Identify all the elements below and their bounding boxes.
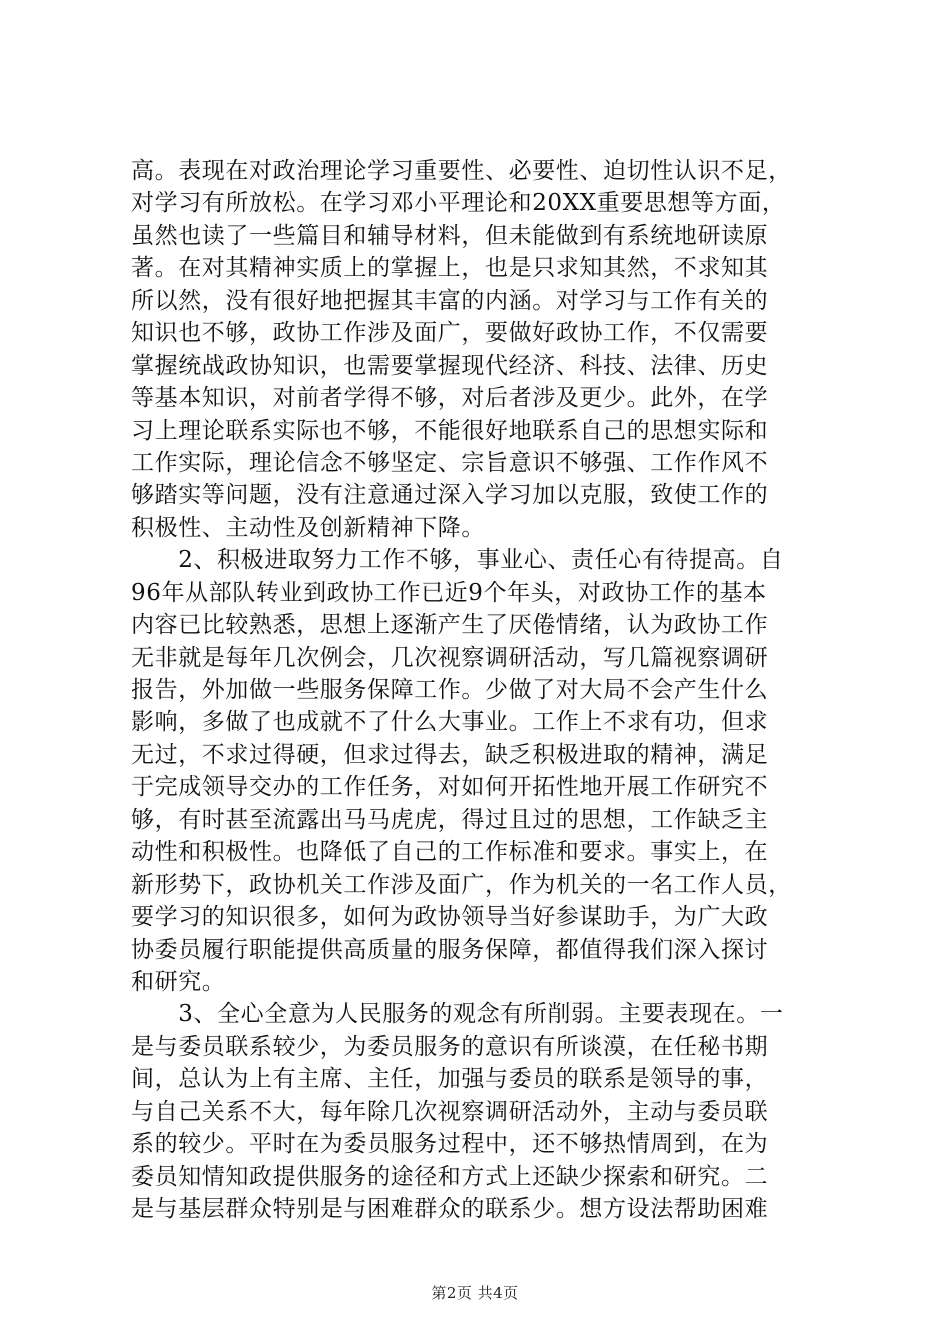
text-line: 高。表现在对政治理论学习重要性、必要性、迫切性认识不足，: [131, 158, 792, 184]
text-line: 报告，外加做一些服务保障工作。少做了对大局不会产生什么: [131, 677, 769, 703]
text-line: 间，总认为上有主席、主任，加强与委员的联系是领导的事，: [131, 1066, 769, 1093]
text-line: 要学习的知识很多，如何为政协领导当好参谋助手，为广大政: [131, 904, 769, 931]
text-line: 内容已比较熟悉，思想上逐渐产生了厌倦情绪，认为政协工作: [131, 612, 769, 639]
text-line: 习上理论联系实际也不够，不能很好地联系自己的思想实际和: [131, 417, 769, 444]
text-line: 协委员履行职能提供高质量的服务保障，都值得我们深入探讨: [131, 936, 769, 963]
text-line: 无过，不求过得硬，但求过得去，缺乏积极进取的精神，满足: [131, 741, 769, 768]
page-footer: [0, 1283, 950, 1303]
text-line: 够，有时甚至流露出马马虎虎，得过且过的思想，工作缺乏主: [131, 806, 769, 833]
text-line: 是与基层群众特别是与困难群众的联系少。想方设法帮助困难: [131, 1196, 769, 1222]
text-line: 无非就是每年几次例会，几次视察调研活动，写几篇视察调研: [131, 644, 769, 671]
text-line: 动性和积极性。也降低了自己的工作标准和要求。事实上，在: [131, 839, 769, 866]
text-line: 著。在对其精神实质上的掌握上，也是只求知其然，不求知其: [131, 255, 769, 282]
body-text: [131, 155, 831, 1225]
text-line: 掌握统战政协知识，也需要掌握现代经济、科技、法律、历史: [131, 352, 769, 379]
text-line: 和研究。: [131, 968, 226, 995]
text-line: 等基本知识，对前者学得不够，对后者涉及更少。此外，在学: [131, 385, 769, 412]
text-line: 知识也不够，政协工作涉及面广，要做好政协工作，不仅需要: [131, 320, 769, 347]
text-line: 是与委员联系较少，为委员服务的意识有所谈漠，在任秘书期: [131, 1033, 769, 1060]
page-number: 第2页 共4页: [431, 1284, 519, 1302]
text-line: 3、全心全意为人民服务的观念有所削弱。主要表现在。一: [131, 1001, 784, 1028]
text-line: 新形势下，政协机关工作涉及面广，作为机关的一名工作人员，: [131, 871, 792, 898]
text-line: 委员知情知政提供服务的途径和方式上还缺少探索和研究。二: [131, 1163, 769, 1190]
text-line: 影响，多做了也成就不了什么大事业。工作上不求有功，但求: [131, 709, 769, 736]
text-line: 对学习有所放松。在学习邓小平理论和20XX重要思想等方面，: [131, 190, 786, 217]
text-line: 所以然，没有很好地把握其丰富的内涵。对学习与工作有关的: [131, 287, 769, 314]
text-line: 虽然也读了一些篇目和辅导材料，但未能做到有系统地研读原: [131, 222, 769, 249]
text-line: 2、积极进取努力工作不够，事业心、责任心有待提高。自: [131, 547, 784, 574]
text-line: 96年从部队转业到政协工作已近9个年头，对政协工作的基本: [131, 579, 767, 606]
text-line: 积极性、主动性及创新精神下降。: [131, 514, 485, 541]
text-line: 于完成领导交办的工作任务，对如何开拓性地开展工作研究不: [131, 774, 769, 801]
text-line: 工作实际，理论信念不够坚定、宗旨意识不够强、工作作风不: [131, 449, 769, 476]
text-line: 系的较少。平时在为委员服务过程中，还不够热情周到，在为: [131, 1131, 769, 1158]
text-line: 与自己关系不大，每年除几次视察调研活动外，主动与委员联: [131, 1098, 769, 1125]
text-line: 够踏实等问题，没有注意通过深入学习加以克服，致使工作的: [131, 482, 769, 509]
